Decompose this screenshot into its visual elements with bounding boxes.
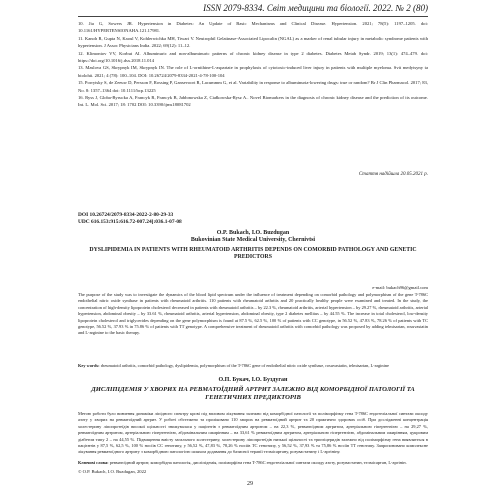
keywords-text-en: rheumatoid arthritis, comorbid pathology, dyslipidemia, polymorphism of the T-786C gene of endothelial nitric oxide synthase, rosuvastatin, telmisartan, L-arginine: [100, 363, 389, 368]
english-heading: [78, 230, 428, 261]
keywords-label-uk: Ключові слова:: [78, 460, 109, 465]
article-title-en: DYSLIPIDEMIA IN PATIENTS WITH RHEUMATOID ARTHRITIS DEPENDS ON COMORBID PATHOLOGY AND GENETIC PREDICTORS: [89, 247, 417, 260]
reference-item: 13. Maslova GS, Skrypnyk IM, Skrypnyk IN. The role of L-ornithine-L-aspartate in prophylaxis of cytotoxic-induced liver injury in patients with multiple myeloma. Svit medytsyny ta biolohii. 2021; 4 (78): 100–104. DOI: 10.26724/2079-8334-2021-4-78-100-104: [78, 65, 428, 78]
keywords-label-en: Key words:: [78, 363, 100, 368]
affiliation-en: Bukovinian State Medical University, Chernivtsi: [190, 237, 316, 243]
contact-email: e-mail: bukach96@gmail.com: [372, 285, 428, 290]
abstract-en: The purpose of the study was to investigate the dynamics of the blood lipid spectrum under the influence of treatment depending on comorbid pathology and polymorphism of the gene T-786C endothelial nitric oxide synthase in patients with rheumatoid arthritis. 110 patients with rheumatoid arthritis and 20 practically healthy people were examined and treated. In the study, the concentration of high-density lipoprotein cholesterol decreased in patients with rheumatoid arthritis – by 22.3 %, rheumatoid arthritis, arterial hypertension – by 29.27 %, rheumatoid arthritis, arterial hypertension, abdominal obesity – by 33.61 %, rheumatoid arthritis, arterial hypertension, abdominal obesity, type 2 diabetes mellitus – by 44.55 %. The increase in total cholesterol, low-density lipoprotein cholesterol and triglycerides depending on the gene polymorphism is found at 87.5 %, 62.5 %, 100 % of patients with CC genotype, in 56.52 %, 47.83 %, 78.26 % of patients with TC genotype, 56.52 %, 37.93 % in 75.86 % of patients with TT genotype. A comprehensive treatment of rheumatoid arthritis with comorbid pathology was proposed by adding telmisartan, rosuvastatin and L-arginine to the basic therapy.: [78, 292, 428, 336]
header-divider: [78, 16, 428, 17]
received-date: Стаття надійшла 20.05.2021 р.: [358, 172, 428, 177]
reference-item: 15. Porrytsky S, de Zeeuw D, Persson F, Rossing P, Gansevoort R, Lacummm G, et al. Variability in response to albuminuria-lowering drugs: true or random? Br J Clin Pharmacol. 2017; 83, No. 8: 1357–1364 doi: 10.1111/bcp.13225: [78, 80, 428, 93]
keywords-text-uk: ревматоїдний артрит, коморбідна патологія, дисліпідемія, поліморфізм гена T-786C ендотеліальної синтази оксиду азоту, розувастатин, телмісартан, L-аргінін.: [109, 460, 407, 465]
authors-uk: О.П. Букач, І.О. Буздуган: [218, 377, 288, 383]
reference-item: 12. Klimontov VV, Korbut AI. Albuminuric and non-albuminuric patterns of chronic kidney disease in type 2 diabetes. Diabetes Metab Syndr. 2019; 13(1): 474–479. doi: https://doi.org/10.1016/j.dsx.2018.11.014: [78, 50, 428, 64]
keywords-uk: [78, 460, 428, 466]
udc-line: UDC 616.153:915:616.72-007.24]:036.1-07-08: [78, 219, 182, 225]
page-number: 29: [247, 481, 253, 487]
copyright-notice: © O.P. Bukach, I.O. Buzdugan, 2022: [78, 469, 147, 474]
authors-en: O.P. Bukach, I.O. Buzdugan: [216, 230, 290, 236]
reference-item: 16. Ryss J, Globa-Byrucka A, Francyk R, Francyk B, Jabłonowska Z, Ciałkowska-Rysz A.. Novel Biomarkers in the diagnosis of chronic kidney disease and the prediction of its outcome. Int. L. Mol. Sci. 2017; 18: 1702 DOI: 10.3390/ijms18081702: [78, 95, 428, 108]
keywords-en: [78, 363, 428, 369]
reference-list: [78, 20, 428, 109]
abstract-uk: Метою роботи було вивчення динаміки ліпідного спектру крові під впливом лікування залежно від коморбідної патології та поліморфізму гена T-786C ендотеліальної синтази оксиду азоту у хворих на ревматоїдний артрит. У роботі обстежено та проліковано 110 хворих на ревматоїдний артрит та 20 практично здорових осіб. При дослідженні концентрація холестерину ліпопротеїдів високої щільності знижувалася у пацієнтів з ревматоїдним артритом – на 22,3 %, ревматоїдним артритом, артеріальною гіпертензією – на 29,27 %, ревматоїдним артритом, артеріальною гіпертензією, абдомінальним ожирінням – на 33,61 % ревматоїдним артритом, артеріальною гіпертензією, абдомінальним ожирінням, цукровим діабетом типу 2 – на 44,55 %. Підвищення вмісту загального холестерину, холестерину ліпопротеїдів низької щільності та тригліцеридів залежно від поліморфізму гена виявляється в пацієнтів у 87,5 %, 62,5 %, 100 % носіїв CC генотипу, у 56,52 %, 47,83 %, 78,26 % носіїв TC генотипу, у 56,52 %, 37,93 % та 75,86 % носіїв TT генотипу. Запропоновано комплексне лікування ревматоїдного артриту з коморбідною патологією шляхом додавання до базисної терапії телмісартану, розувастатину і L-аргініну.: [78, 411, 428, 455]
ukrainian-heading: [78, 377, 428, 402]
journal-header: ISSN 2079-8334. Світ медицини та біології. 2022. № 2 (80): [203, 3, 428, 13]
reference-item: 10. Jia G, Sowers JR. Hypertension in Diabetes: An Update of Basic Mechanisms and Clinical Disease. Hypertension. 2021; 78(5): 1197–1205. doi: 10.1161/HYPERTENSIONAHA.121.17981.: [78, 21, 428, 34]
doi-line: DOI 10.26724/2079-8334-2022-2-80-29-33: [78, 212, 174, 218]
article-identifiers: [78, 212, 182, 226]
article-title-uk: ДИСЛІПІДЕМІЯ У ХВОРИХ НА РЕВМАТОЇДНИЙ АРТРИТ ЗАЛЕЖНО ВІД КОМОРБІДНОЇ ПАТОЛОГІЇ ТА ГЕНЕТИЧНИХ ПРЕДИКТОРІВ: [91, 386, 415, 401]
reference-item: 11. Kanoh R, Gupta N, Kaoul V, Kohlerwichka MH, Tiwari V. Neutrophil Gelatinase-Associated Lipocalin (NGAL) as a marker of renal tubular injury in metabolic syndrome patients with hypertension. J Assoc Physicians India. 2022; 69(12): 11–12.: [78, 35, 428, 49]
